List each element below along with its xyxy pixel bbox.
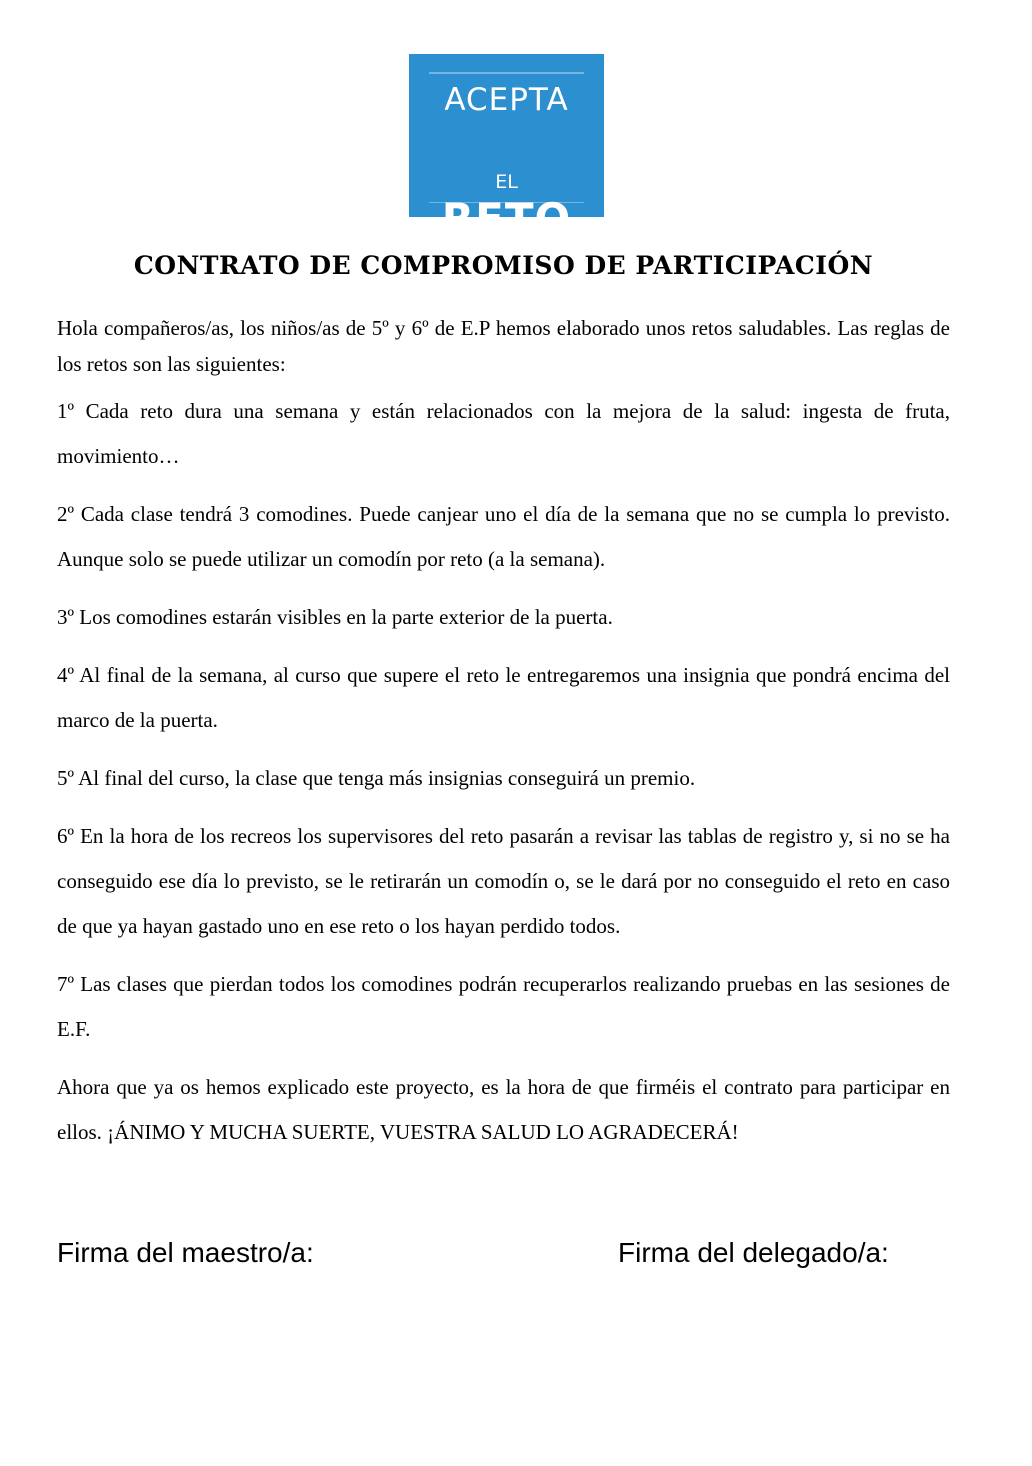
intro-paragraph: Hola compañeros/as, los niños/as de 5º y 6º de E.P hemos elaborado unos retos saludables. Las reglas de los retos son las siguientes: <box>57 316 950 376</box>
logo-top-rule <box>429 72 584 74</box>
closing-paragraph: Ahora que ya os hemos explicado este proyecto, es la hora de que firméis el contrato para participar en ellos. ¡ÁNIMO Y MUCHA SUERTE, VUESTRA SALUD LO AGRADECERÁ! <box>57 1075 950 1144</box>
logo-line-acepta: ACEPTA <box>444 82 569 118</box>
rule-2: 2º Cada clase tendrá 3 comodines. Puede canjear uno el día de la semana que no se cumpla lo previsto. Aunque solo se puede utilizar un comodín por reto (a la semana). <box>57 502 950 571</box>
rule-7: 7º Las clases que pierdan todos los comodines podrán recuperarlos realizando pruebas en las sesiones de E.F. <box>57 972 950 1041</box>
rule-6: 6º En la hora de los recreos los supervisores del reto pasarán a revisar las tablas de registro y, si no se ha conseguido ese día lo previsto, se le retirarán un comodín o, se le dará por no conseguido el reto en caso de que ya hayan gastado uno en ese reto o los hayan perdido todos. <box>57 824 950 938</box>
document-title: CONTRATO DE COMPROMISO DE PARTICIPACIÓN <box>133 251 874 280</box>
rule-3: 3º Los comodines estarán visibles en la parte exterior de la puerta. <box>57 605 613 629</box>
rule-5: 5º Al final del curso, la clase que tenga más insignias conseguirá un premio. <box>57 766 696 790</box>
rule-1: 1º Cada reto dura una semana y están relacionados con la mejora de la salud: ingesta de fruta, movimiento… <box>57 399 950 468</box>
logo-bottom-rule <box>429 202 584 204</box>
acepta-el-reto-logo <box>409 54 604 243</box>
delegate-signature-label: Firma del delegado/a: <box>618 1237 889 1268</box>
document-body <box>57 310 950 1168</box>
rule-4: 4º Al final de la semana, al curso que supere el reto le entregaremos una insignia que pondrá encima del marco de la puerta. <box>57 663 950 732</box>
logo-line-el: EL <box>495 171 518 193</box>
logo-line-reto: RETO <box>441 194 572 243</box>
teacher-signature-label: Firma del maestro/a: <box>57 1237 314 1268</box>
